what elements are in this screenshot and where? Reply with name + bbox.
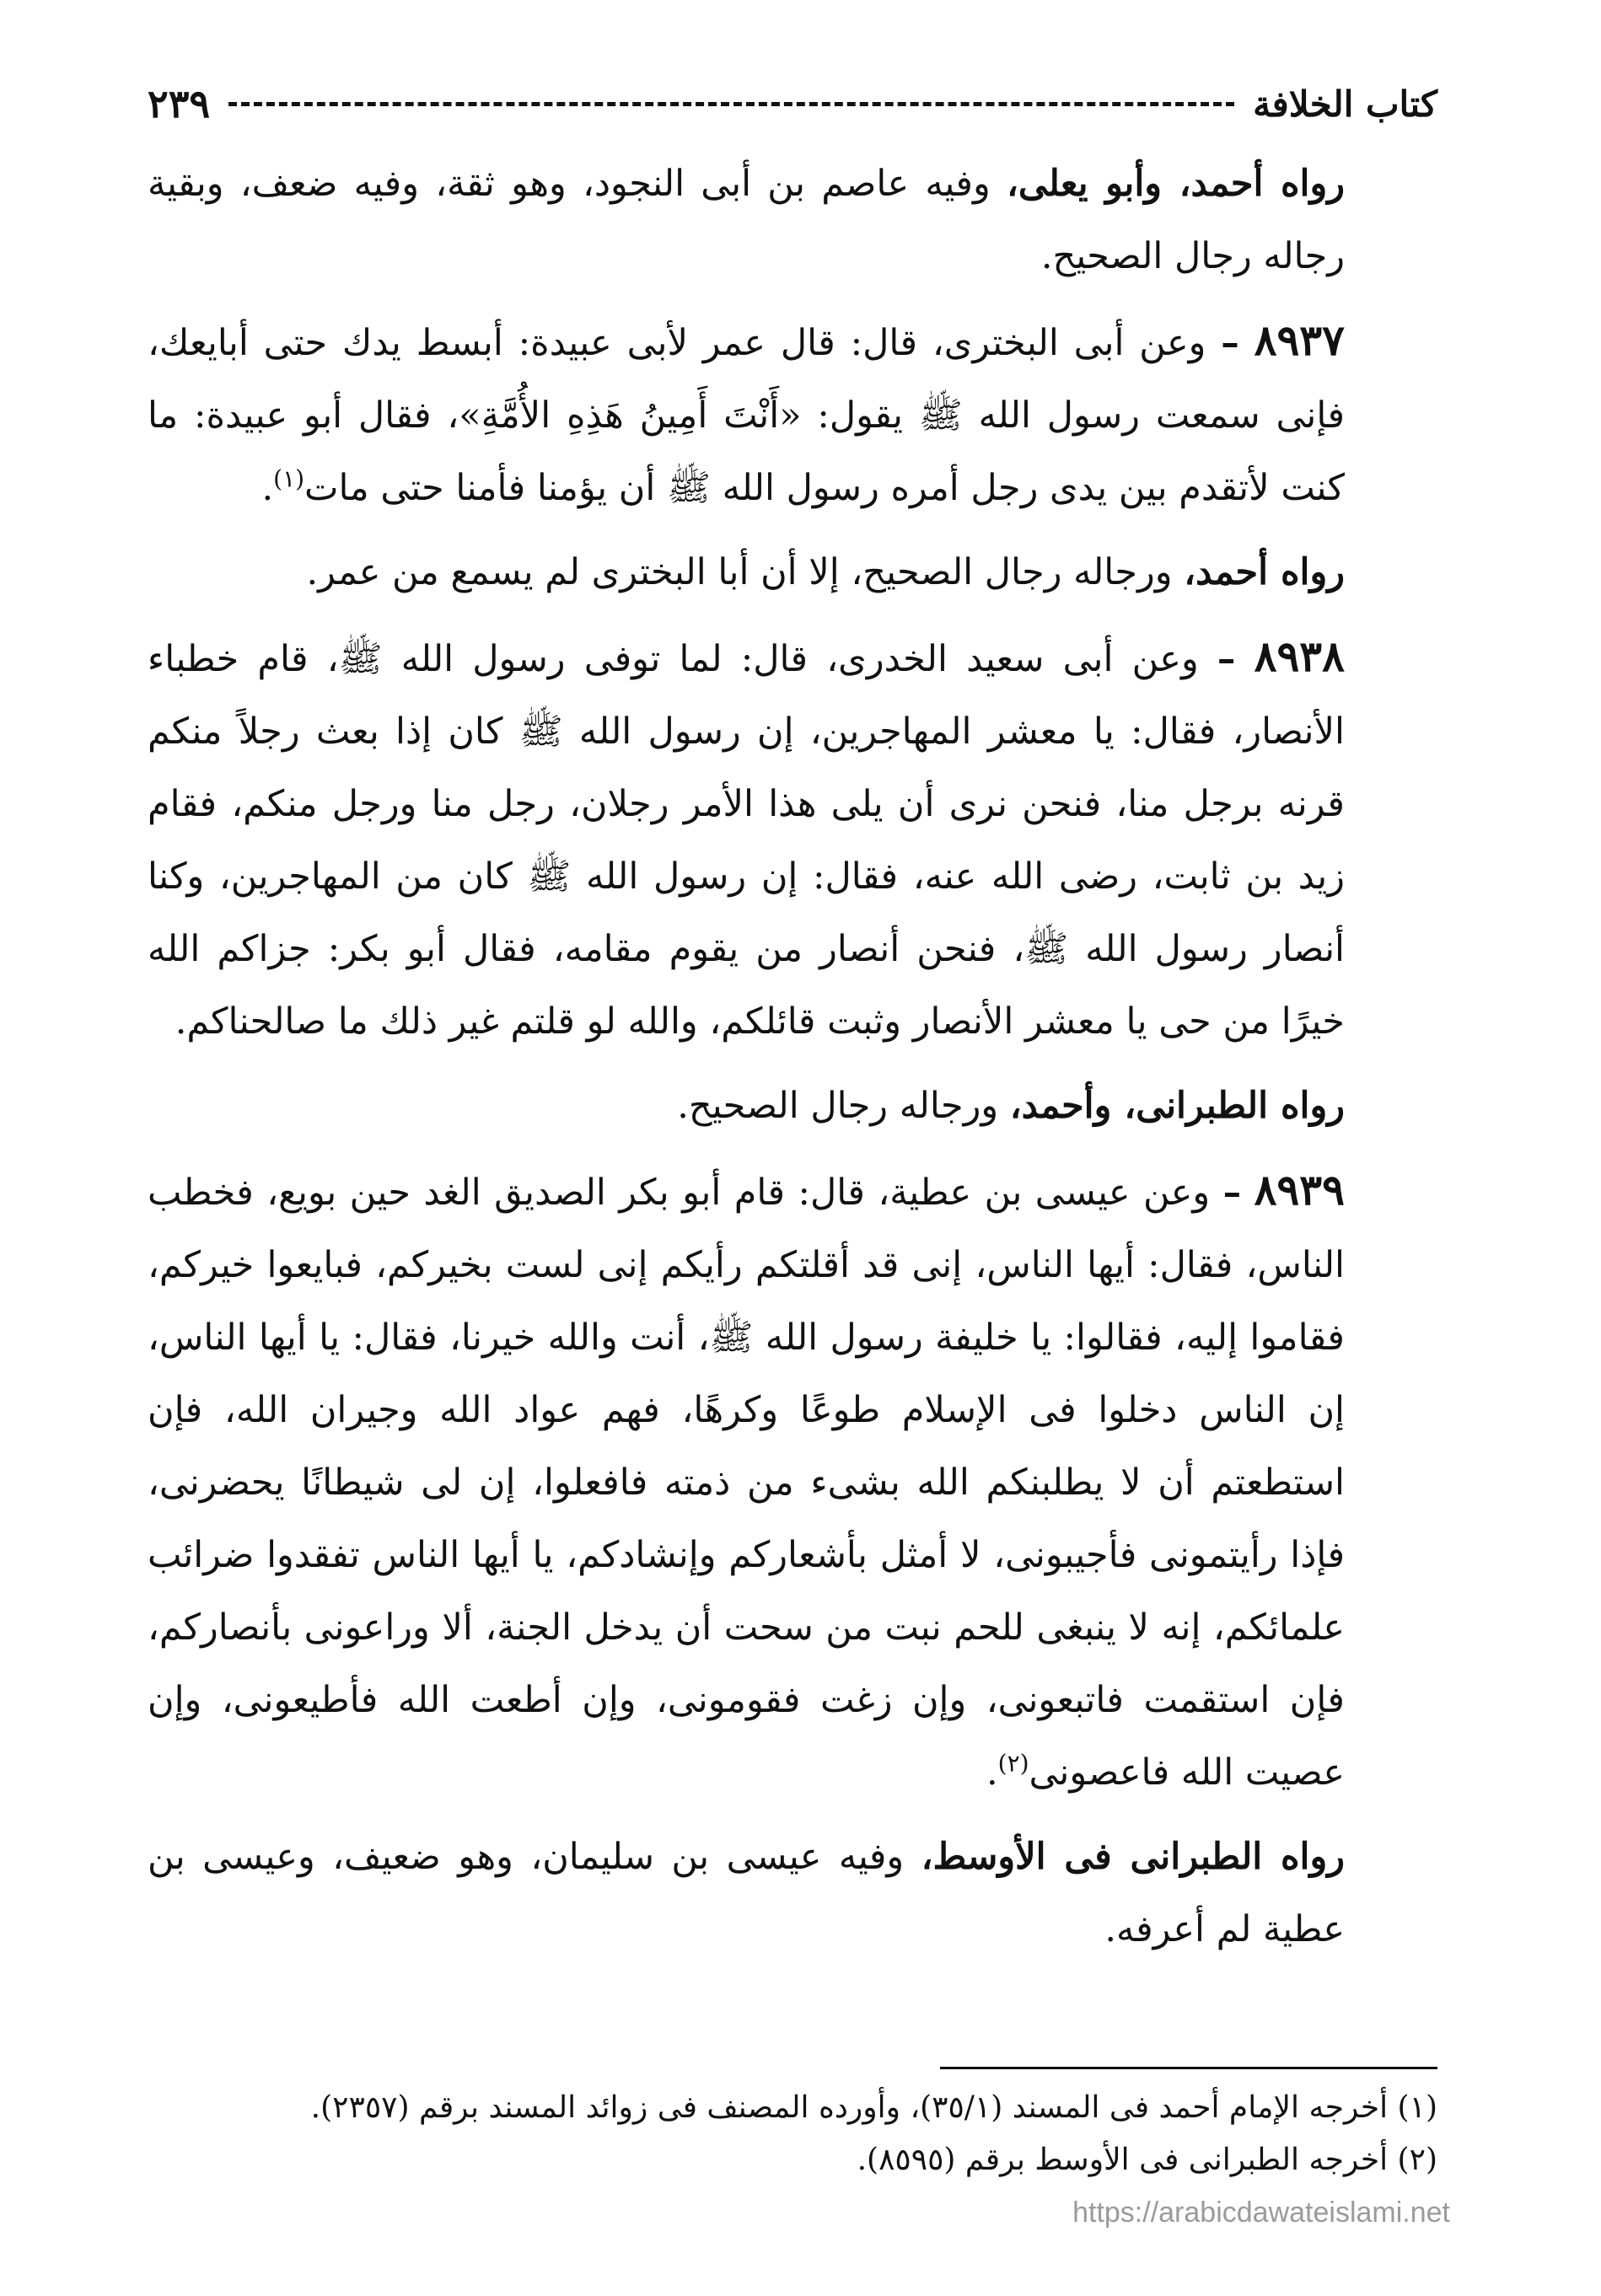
number-dash: – xyxy=(1217,638,1236,680)
hadith-paragraph xyxy=(148,620,1437,1058)
book-title: كتاب الخلافة xyxy=(1253,83,1437,125)
footnote-item: (١) أخرجه الإمام أحمد فى المسند (٣٥/١)، وأورده المصنف فى زوائد المسند برقم (٢٣٥٧). xyxy=(310,2090,1437,2125)
hadith-number: ٨٩٣٩ xyxy=(1254,1165,1345,1215)
hadith-paragraph xyxy=(148,304,1437,524)
source-name: رواه أحمد، xyxy=(1184,551,1345,593)
hadith-number: ٨٩٣٧ xyxy=(1254,315,1346,365)
source-name: رواه الطبرانى، وأحمد، xyxy=(1009,1085,1345,1127)
paragraph-text: وفيه عيسى بن سليمان، وهو ضعيف، وعيسى بن عطية لم أعرفه. xyxy=(148,1836,1345,1950)
footnote-separator xyxy=(940,2067,1437,2069)
attribution-paragraph xyxy=(148,148,1437,292)
footnote-reference[interactable]: (٢) xyxy=(997,1749,1029,1778)
hadith-paragraph xyxy=(148,1154,1437,1809)
footnote-reference[interactable]: (١) xyxy=(273,464,305,493)
paragraph-text: ورجاله رجال الصحيح، إلا أن أبا البخترى لم يسمع من عمر. xyxy=(306,551,1185,593)
source-name: رواه الطبرانى فى الأوسط، xyxy=(921,1836,1345,1878)
paragraph-text: وفيه عاصم بن أبى النجود، وهو ثقة، وفيه ضعف، وبقية رجاله رجال الصحيح. xyxy=(148,163,1345,277)
header-dashed-rule xyxy=(228,102,1234,106)
page-number: ٢٣٩ xyxy=(148,81,211,126)
watermark-url: https://arabicdawateislami.net xyxy=(1072,2197,1450,2229)
attribution-paragraph xyxy=(148,1070,1437,1142)
attribution-paragraph xyxy=(148,536,1437,609)
number-dash: – xyxy=(1221,322,1239,364)
footnote-item: (٢) أخرجه الطبرانى فى الأوسط برقم (٨٥٩٥). xyxy=(857,2143,1437,2177)
paragraph-text: ورجاله رجال الصحيح. xyxy=(677,1085,1010,1127)
number-dash: – xyxy=(1222,1172,1242,1214)
attribution-paragraph xyxy=(148,1821,1437,1966)
hadith-number: ٨٩٣٨ xyxy=(1254,631,1346,681)
footnotes xyxy=(148,2082,1437,2186)
paragraph-text: وعن عيسى بن عطية، قال: قام أبو بكر الصديق الغد حين بويع، فخطب الناس، فقال: أيها الناس، إنى قد أقلتكم رأيكم إنى لست بخيركم، فبايعوا خيركم، فقاموا إليه، فقالوا: يا خليفة رسول الله ﷺ، أنت والله خيرنا، فقال: يا أيها الناس، إن الناس دخلوا فى الإسلام طوعًا وكرهًا، فهم عواد الله وجيران الله، فإن استطعتم أن لا يطلبنكم الله بشىء من ذمته فافعلوا، إن لى شيطانًا يحضرنى، فإذا رأيتمونى فأجيبونى، لا أمثل بأشعاركم وإنشادكم، يا أيها الناس تفقدوا ضرائب علمائكم، إنه لا ينبغى للحم نبت من سحت أن يدخل الجنة، ألا وراعونى بأنصاركم، فإن استقمت فاتبعونى، وإن زغت فقومونى، وإن أطعت الله فأطيعونى، وإن عصيت الله فاعصونى xyxy=(148,1172,1345,1794)
paragraph-text: وعن أبى البخترى، قال: قال عمر لأبى عبيدة: أبسط يدك حتى أبايعك، فإنى سمعت رسول الله ﷺ يقول: «أَنْتَ أَمِينُ هَذِهِ الأُمَّةِ»، فقال أبو عبيدة: ما كنت لأتقدم بين يدى رجل أمره رسول الله ﷺ أن يؤمنا فأمنا حتى مات xyxy=(148,322,1345,509)
paragraph-text: وعن أبى سعيد الخدرى، قال: لما توفى رسول الله ﷺ، قام خطباء الأنصار، فقال: يا معشر المهاجرين، إن رسول الله ﷺ كان إذا بعث رجلاً منكم قرنه برجل منا، فنحن نرى أن يلى هذا الأمر رجلان، رجل منا ورجل منكم، فقام زيد بن ثابت، رضى الله عنه، فقال: إن رسول الله ﷺ كان من المهاجرين، وكنا أنصار رسول الله ﷺ، فنحن أنصار من يقوم مقامه، فقال أبو بكر: جزاكم الله خيرًا من حى يا معشر الأنصار وثبت قائلكم، والله لو قلتم غير ذلك ما صالحناكم. xyxy=(148,638,1345,1043)
paragraph-end: . xyxy=(986,1752,998,1794)
source-name: رواه أحمد، وأبو يعلى، xyxy=(1006,163,1346,205)
paragraph-end: . xyxy=(261,467,274,509)
running-header xyxy=(148,66,1437,142)
main-text xyxy=(148,148,1437,1977)
